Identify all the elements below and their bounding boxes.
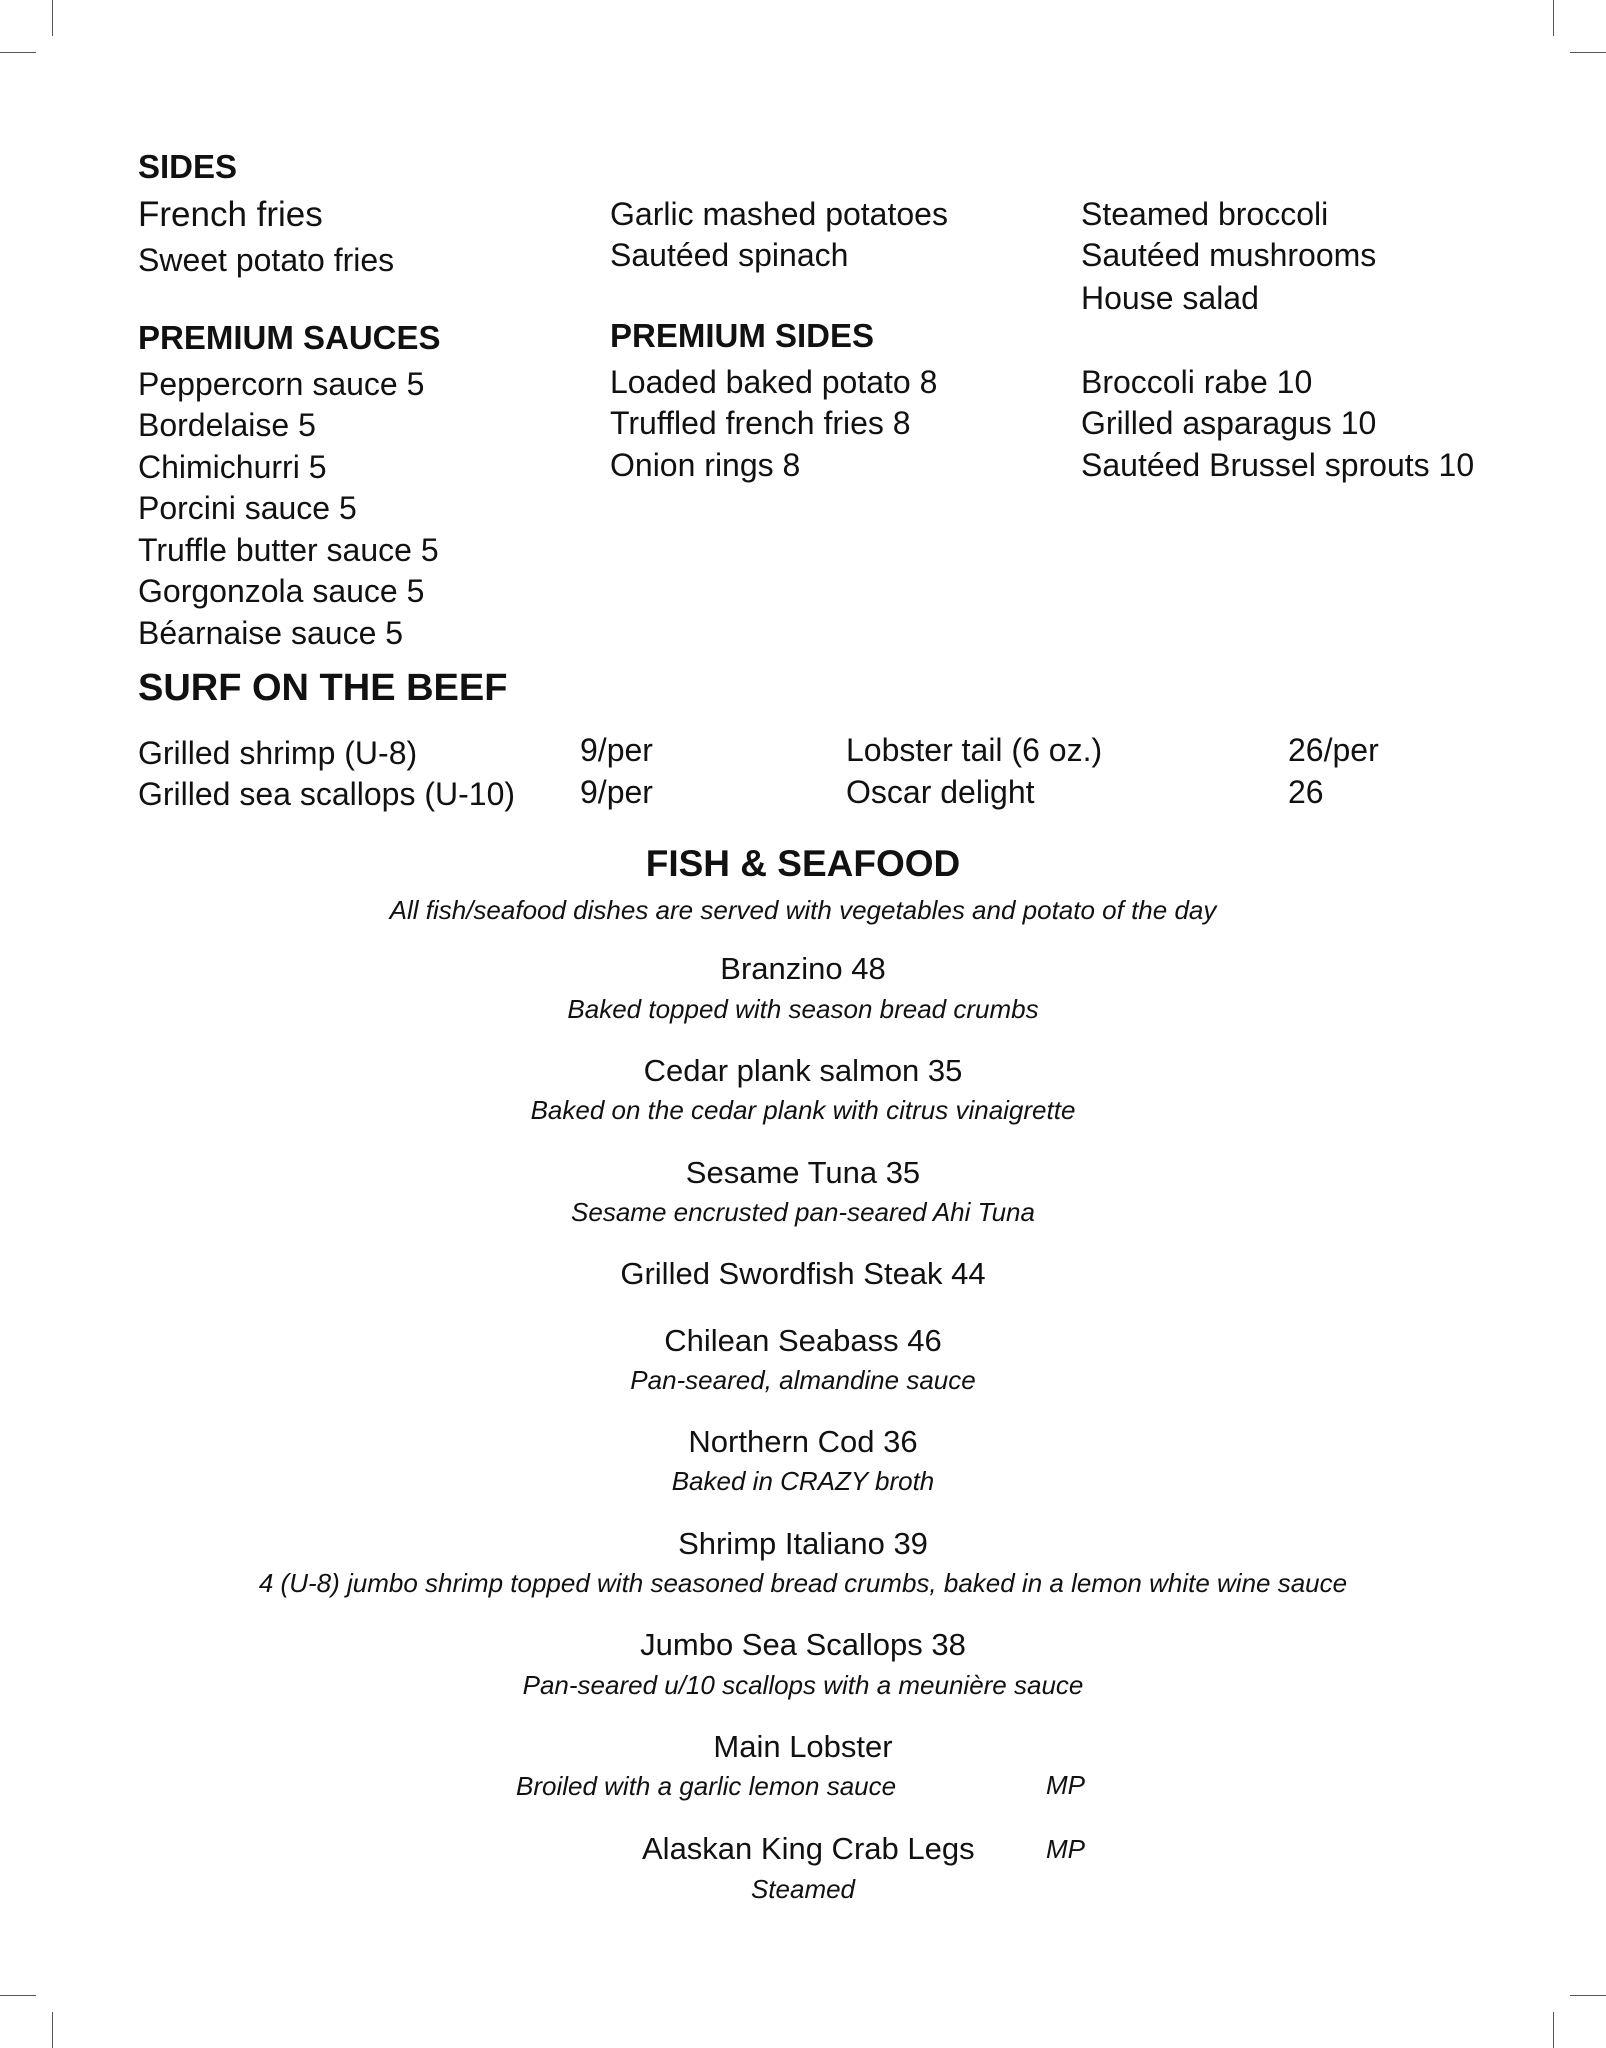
dish-description: Baked in CRAZY broth — [671, 1466, 935, 1496]
fish-heading: FISH & SEAFOOD — [645, 843, 961, 884]
sides-item: Garlic mashed potatoes — [610, 196, 948, 232]
premium-sauces-heading: PREMIUM SAUCES — [138, 319, 441, 356]
crop-mark — [1553, 0, 1554, 36]
sauce-item: Bordelaise 5 — [138, 407, 316, 443]
premium-side-item: Sautéed Brussel sprouts 10 — [1081, 447, 1475, 483]
crop-mark — [0, 1995, 36, 1996]
dish-name: Northern Cod 36 — [688, 1424, 918, 1459]
market-price: MP — [1046, 1834, 1085, 1864]
premium-side-item: Truffled french fries 8 — [610, 405, 911, 441]
premium-side-item: Onion rings 8 — [610, 447, 801, 483]
sides-item: House salad — [1081, 280, 1259, 316]
dish-name: Sesame Tuna 35 — [685, 1155, 921, 1190]
surf-heading: SURF ON THE BEEF — [138, 667, 508, 709]
surf-item: Lobster tail (6 oz.) — [846, 732, 1103, 768]
crop-mark — [52, 2012, 53, 2048]
sides-item: Sweet potato fries — [138, 242, 395, 278]
dish-name: Main Lobster — [713, 1729, 893, 1764]
surf-price: 26 — [1288, 774, 1324, 810]
dish-name: Jumbo Sea Scallops 38 — [640, 1627, 966, 1662]
sauce-item: Porcini sauce 5 — [138, 490, 357, 526]
surf-price: 26/per — [1288, 732, 1379, 768]
sides-item: French fries — [138, 195, 323, 234]
crop-mark — [1553, 2012, 1554, 2048]
dish-description: Baked topped with season bread crumbs — [567, 994, 1039, 1024]
sauce-item: Béarnaise sauce 5 — [138, 615, 404, 651]
dish-description: Pan-seared u/10 scallops with a meunière sauce — [522, 1670, 1084, 1700]
dish-name: Branzino 48 — [720, 951, 886, 986]
market-price: MP — [1046, 1770, 1085, 1800]
dish-name: Chilean Seabass 46 — [664, 1323, 942, 1358]
sides-item: Sautéed mushrooms — [1081, 237, 1377, 273]
dish-description: Steamed — [750, 1874, 856, 1904]
sauce-item: Gorgonzola sauce 5 — [138, 573, 425, 609]
surf-item: Oscar delight — [846, 774, 1035, 810]
fish-note: All fish/seafood dishes are served with vegetables and potato of the day — [389, 895, 1217, 925]
premium-side-item: Loaded baked potato 8 — [610, 364, 938, 400]
dish-description: Pan-seared, almandine sauce — [630, 1365, 976, 1395]
premium-side-item: Broccoli rabe 10 — [1081, 364, 1313, 400]
dish-name: Cedar plank salmon 35 — [643, 1053, 963, 1088]
surf-item: Grilled sea scallops (U-10) — [138, 776, 516, 812]
crop-mark — [0, 52, 36, 53]
crop-mark — [52, 0, 53, 36]
surf-item: Grilled shrimp (U-8) — [138, 735, 418, 771]
dish-name: Shrimp Italiano 39 — [678, 1526, 928, 1561]
dish-description: Broiled with a garlic lemon sauce — [516, 1771, 897, 1801]
dish-description: 4 (U-8) jumbo shrimp topped with seasoned bread crumbs, baked in a lemon white wine sauce — [258, 1568, 1348, 1598]
premium-side-item: Grilled asparagus 10 — [1081, 405, 1377, 441]
dish-name: Alaskan King Crab Legs — [642, 1831, 975, 1866]
sauce-item: Peppercorn sauce 5 — [138, 366, 425, 402]
dish-description: Baked on the cedar plank with citrus vinaigrette — [530, 1095, 1076, 1125]
sauce-item: Chimichurri 5 — [138, 449, 327, 485]
crop-mark — [1570, 1995, 1606, 1996]
surf-price: 9/per — [580, 774, 653, 810]
sides-item: Sautéed spinach — [610, 237, 849, 273]
sides-heading: SIDES — [138, 148, 238, 185]
crop-mark — [1570, 52, 1606, 53]
dish-description: Sesame encrusted pan-seared Ahi Tuna — [571, 1197, 1035, 1227]
sides-item: Steamed broccoli — [1081, 196, 1329, 232]
premium-sides-heading: PREMIUM SIDES — [610, 317, 875, 354]
dish-name: Grilled Swordfish Steak 44 — [620, 1256, 986, 1291]
sauce-item: Truffle butter sauce 5 — [138, 532, 439, 568]
surf-price: 9/per — [580, 732, 653, 768]
